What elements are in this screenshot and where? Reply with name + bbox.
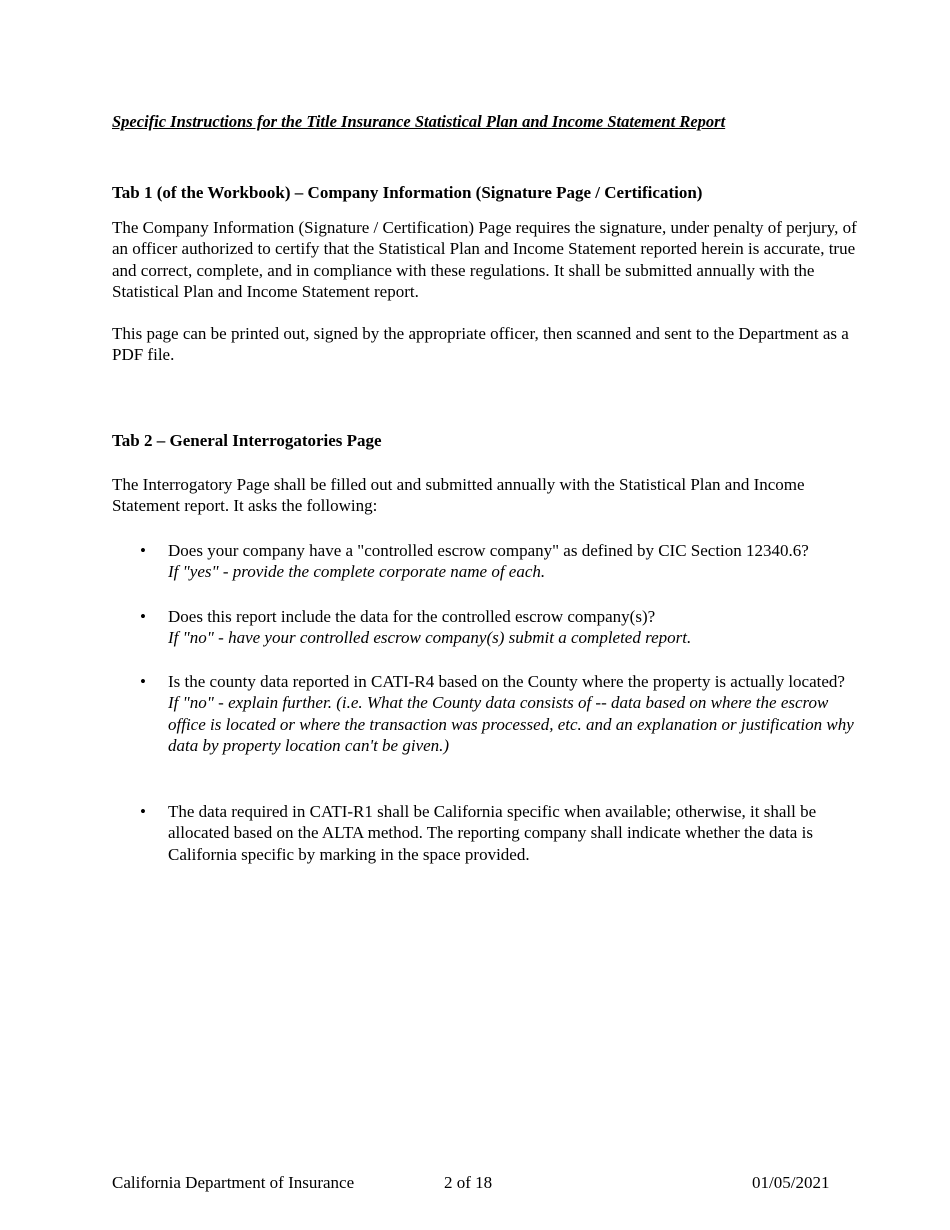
tab1-paragraph-certification: The Company Information (Signature / Certification) Page requires the signature, under penalty of perjury, of an officer authorized to certify that the Statistical Plan and Income Statement reported herein is accurate, true and correct, complete, and in compliance with these regulations. It shall be submitted annually with the Statistical Plan and Income Statement report. [112, 218, 857, 301]
footer-organization: California Department of Insurance [112, 1173, 355, 1192]
bullet-icon: • [140, 802, 146, 821]
list-item-note: If "yes" - provide the complete corporate name of each. [168, 562, 546, 582]
list-item-text [168, 606, 862, 649]
tab1-paragraph-pdf-instructions: This page can be printed out, signed by the appropriate officer, then scanned and sent to the Department as a PDF file. [112, 324, 849, 365]
list-item-question: Does this report include the data for the controlled escrow company(s)? [168, 607, 656, 626]
list-item-text [168, 540, 862, 583]
list-item-text [168, 671, 862, 756]
bullet-icon: • [140, 672, 146, 691]
footer-page-number: 2 of 18 [444, 1173, 493, 1192]
tab1-heading: Tab 1 (of the Workbook) – Company Information (Signature Page / Certification) [112, 183, 703, 202]
tab2-intro: The Interrogatory Page shall be filled out and submitted annually with the Statistical Plan and Income Statement report. It asks the following: [112, 475, 805, 516]
list-item-question: The data required in CATI-R1 shall be California specific when available; otherwise, it shall be allocated based on the ALTA method. The reporting company shall indicate whether the data is California specific by marking in the space provided. [168, 802, 817, 864]
bullet-icon: • [140, 541, 146, 560]
footer-date: 01/05/2021 [752, 1173, 830, 1192]
list-item-note: If "no" - explain further. (i.e. What the County data consists of -- data based on where the escrow office is located or where the transaction was processed, etc. and an explanation or justification why data by property location can't be given.) [168, 693, 854, 755]
list-item-question: Does your company have a "controlled escrow company" as defined by CIC Section 12340.6? [168, 541, 809, 560]
list-item-note: If "no" - have your controlled escrow company(s) submit a completed report. [168, 628, 692, 648]
list-item-text [168, 801, 862, 865]
bullet-icon: • [140, 607, 146, 626]
tab2-heading: Tab 2 – General Interrogatories Page [112, 431, 382, 450]
list-item-question: Is the county data reported in CATI-R4 based on the County where the property is actually located? [168, 672, 845, 691]
page-title: Specific Instructions for the Title Insurance Statistical Plan and Income Statement Report [112, 112, 726, 131]
